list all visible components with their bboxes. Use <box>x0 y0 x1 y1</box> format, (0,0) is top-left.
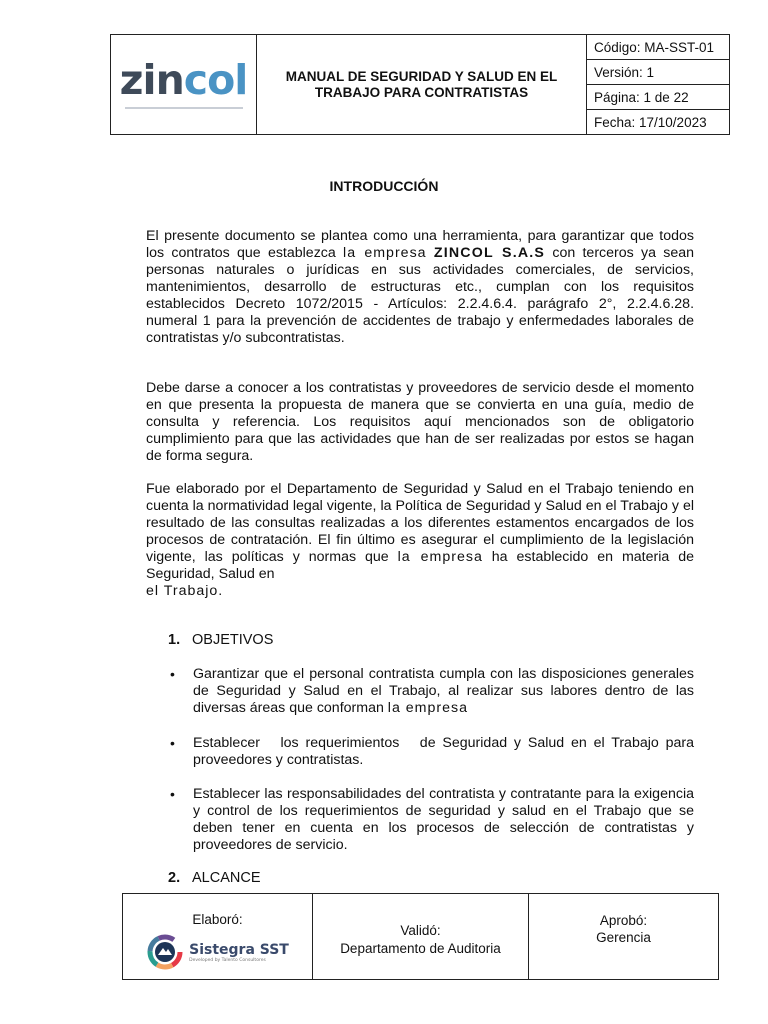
p1-text-f: para la prevención de accidentes de trabajo y enfermedades laborales de contratistas y/o subcontratistas. <box>146 313 694 346</box>
p3-text-a: Fue elaborado por el Departamento de Seguridad y Salud en el Trabajo teniendo en cuenta la normatividad legal vigente, la Política de Seguridad y Salud en el Trabajo y el resultado de las consultas realizadas a los diferentes estamentos encargados de los procesos de contratación. El fin último es asegurar el cumplimiento de la legislación vigente, las políticas y normas que <box>146 481 694 565</box>
document-meta <box>587 35 729 134</box>
section-alcance <box>168 870 261 886</box>
approval-footer <box>122 893 719 980</box>
elaboro-label: Elaboró: <box>192 912 243 927</box>
section-title: ALCANCE <box>192 870 261 886</box>
valido-cell <box>313 894 529 979</box>
logo-main-text: zin <box>119 56 184 104</box>
b1-text-a: Garantizar que el personal contratista cumpla con las disposiciones generales de Seguridad y Salud en el Trabajo, al realizar sus labores dentro de las diversas áreas que conforman <box>193 666 694 716</box>
intro-heading: INTRODUCCIÓN <box>329 178 439 194</box>
p3-text-c: ha establecido en materia de Seguridad, Salud en <box>146 549 695 582</box>
list-item <box>170 786 694 854</box>
intro-paragraph-2: Debe darse a conocer a los contratistas y proveedores de servicio desde el momento en que presenta la propuesta de manera que se convierta en una guía, medio de consulta y referencia. Los requisitos aquí mencionados son de obligatorio cumplimiento para que las actividades que han de ser realizadas por estos se hagan de forma segura. <box>146 380 694 464</box>
intro-paragraph-1 <box>146 228 694 347</box>
section-objetivos <box>168 632 273 648</box>
aprobo-cell <box>529 894 718 979</box>
document-date: Fecha: 17/10/2023 <box>594 114 707 130</box>
p1-decree-ref: Decreto 1072/2015 - Artículos: 2.2.4.6.4. parágrafo 2°, 2.2.4.6.28. numeral 1 <box>146 296 695 329</box>
aprobo-label: Aprobó: <box>599 913 648 928</box>
document-page: Página: 1 de 22 <box>587 85 729 110</box>
section-number: 1. <box>168 632 181 648</box>
list-item <box>170 666 694 717</box>
logo-cell <box>111 35 257 134</box>
sistegra-logo <box>123 933 312 971</box>
bullet-icon: • <box>170 666 175 682</box>
bullet-text: Establecer las responsabilidades del contratista y contratante para la exigencia y control de los requerimientos de seguridad y salud en el Trabajo que se deben tener en cuenta en los procesos de selección de contratistas y proveedores de servicio. <box>193 786 694 853</box>
logo-accent-text: col <box>183 56 248 104</box>
valido-value: Departamento de Auditoria <box>340 940 501 956</box>
p1-company-name: ZINCOL S.A.S <box>433 245 546 261</box>
logo-underline <box>125 107 243 109</box>
zincol-logo <box>119 56 248 104</box>
valido-label: Validó: <box>400 922 441 938</box>
elaboro-cell <box>123 894 313 979</box>
sistegra-subtitle: Developed by Talento Consultores <box>189 957 266 963</box>
bullet-icon: • <box>170 786 175 802</box>
document-version: Versión: 1 <box>587 60 729 85</box>
list-item <box>170 735 698 769</box>
section-title: OBJETIVOS <box>192 632 274 648</box>
p1-text-a: El presente documento se plantea como una herramienta, para garantizar que todos los contratos que establezca <box>146 228 694 261</box>
bullet-icon: • <box>170 735 175 751</box>
b1-company-ref: la empresa <box>387 700 468 716</box>
p3-text-d: el Trabajo. <box>146 583 224 599</box>
aprobo-value: Gerencia <box>596 930 651 945</box>
p1-text-d: con terceros ya sean personas naturales o jurídicas en sus actividades comerciales, de servicios, mantenimientos, desarrollo de estructuras etc., cumplan con los requisitos establecidos <box>146 245 695 312</box>
sistegra-ring-icon <box>146 933 184 971</box>
intro-paragraph-3 <box>146 481 694 600</box>
bullet-text: Establecer los requerimientos de Seguridad y Salud en el Trabajo para proveedores y contratistas. <box>193 735 698 768</box>
p1-company-ref: la empresa <box>343 245 427 261</box>
document-title: MANUAL DE SEGURIDAD Y SALUD EN EL TRABAJO PARA CONTRATISTAS <box>257 35 587 134</box>
sistegra-name: Sistegra SST <box>189 941 289 958</box>
p3-company-ref: la empresa <box>397 549 483 565</box>
sistegra-wordmark <box>189 942 289 963</box>
bullet-text <box>193 666 694 717</box>
section-number: 2. <box>168 870 181 886</box>
document-header <box>110 34 730 135</box>
document-code: Código: MA-SST-01 <box>587 35 729 60</box>
